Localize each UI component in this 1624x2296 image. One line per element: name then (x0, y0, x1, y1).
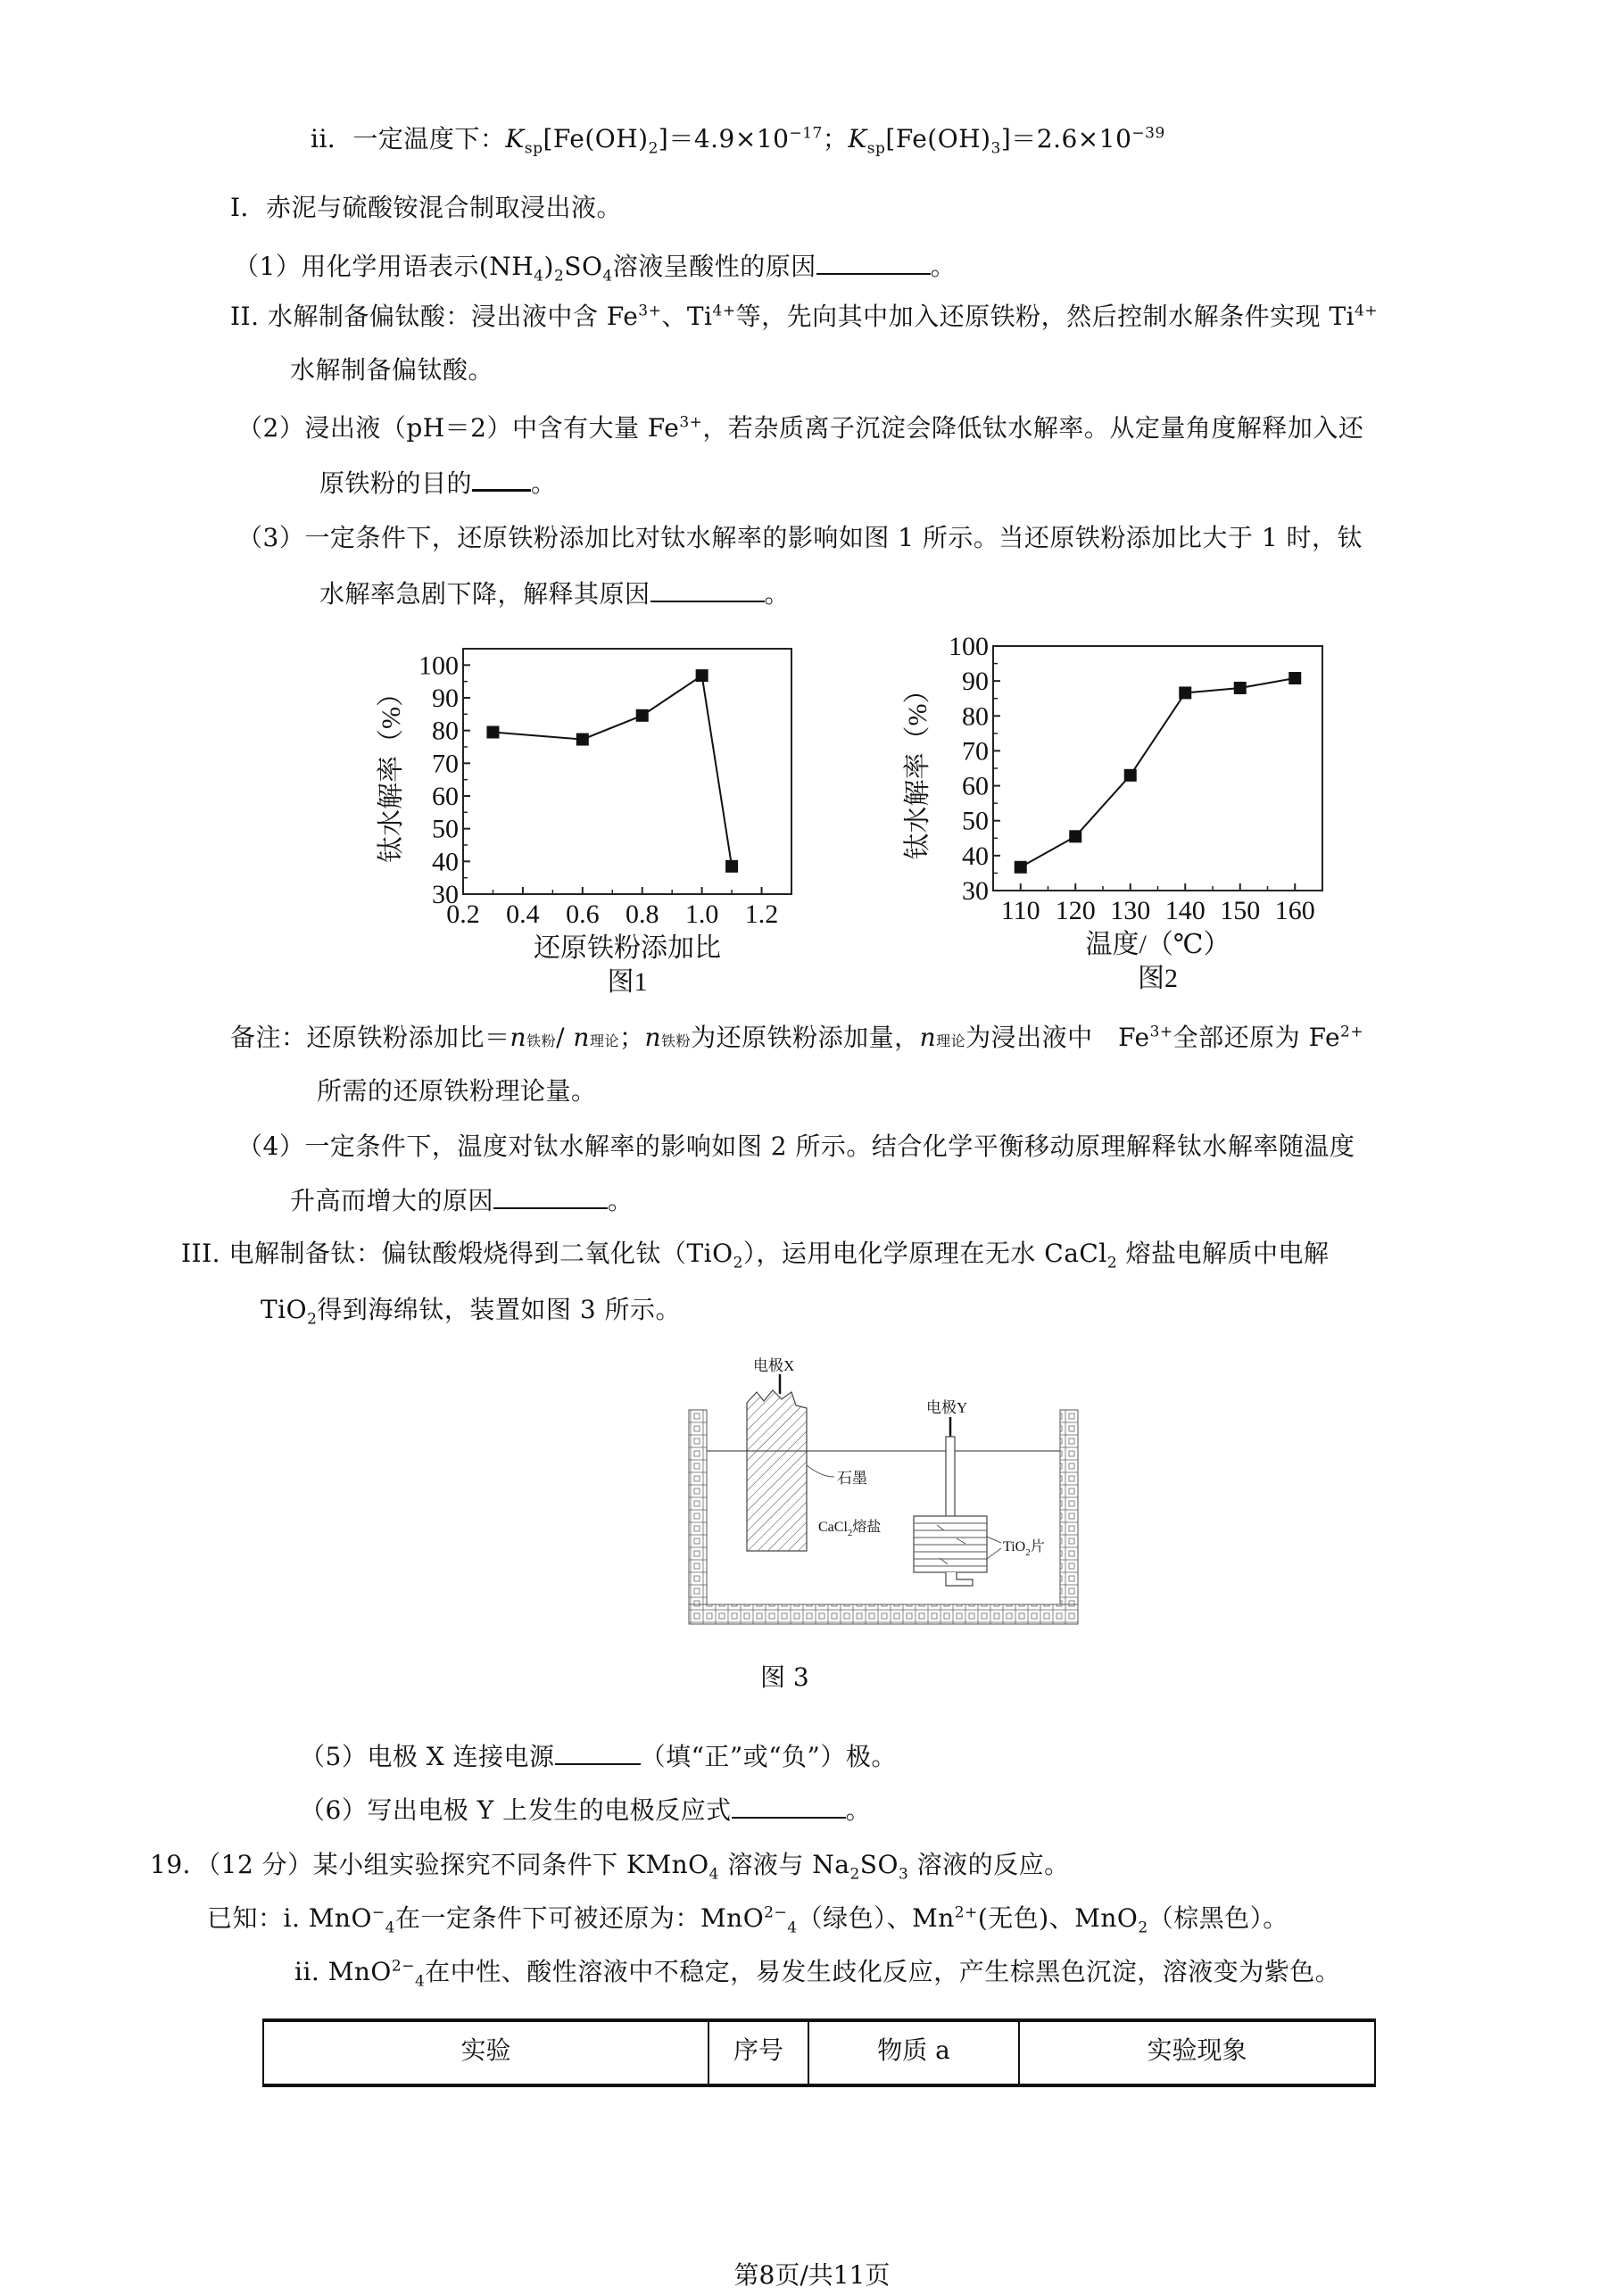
text: ]＝2.6×10 (1000, 124, 1132, 153)
y-tick-label: 30 (432, 880, 459, 909)
electrode-x-label: 电极X (753, 1357, 795, 1374)
container-right-wall (1060, 1410, 1078, 1606)
sub: 4 (414, 1972, 426, 1991)
y-tick-label: 100 (418, 651, 459, 681)
electrode-y-label: 电极Y (926, 1399, 968, 1416)
text: （填“正”或“负”）极。 (640, 1742, 897, 1771)
exp: −17 (789, 124, 823, 143)
experiment-table-grid (262, 2018, 1376, 2087)
graphite-leader (807, 1465, 834, 1477)
melt-label: CaCl$_2$熔盐 (818, 1520, 882, 1538)
sup: 3+ (679, 413, 703, 432)
data-point-marker (725, 860, 738, 873)
series-line (493, 676, 732, 866)
text: 全部还原为 Fe (1172, 1023, 1341, 1052)
data-point-marker (696, 669, 708, 682)
container-left-wall (689, 1410, 707, 1606)
question-5 (300, 1740, 897, 1773)
text: / (556, 1023, 574, 1052)
text: II. 水解制备偏钛酸：浸出液中含 Fe (230, 302, 639, 331)
sub: 4 (602, 267, 613, 286)
section-II-line1 (230, 301, 1378, 333)
n-symbol: n (510, 1023, 527, 1052)
x-tick-label: 1.0 (684, 899, 719, 929)
col-header-substance-a: 物质 a (808, 2020, 1019, 2085)
text: 原铁粉的目的 (319, 468, 473, 498)
electrode-y-holder (946, 1572, 973, 1586)
sup: 2− (391, 1957, 415, 1976)
sup: 3+ (1149, 1023, 1173, 1041)
sub: 2 (733, 1254, 743, 1272)
y-tick-label: 60 (962, 771, 989, 801)
x-tick-label: 1.2 (744, 899, 779, 929)
graphite-label: 石墨 (837, 1470, 867, 1487)
data-point-marker (1069, 830, 1081, 842)
text: SO (564, 252, 603, 281)
y-tick-label: 70 (432, 749, 459, 779)
text: 。 (764, 579, 791, 609)
text: （2）浸出液（pH＝2）中含有大量 Fe (237, 413, 680, 443)
ksp-sub: sp (866, 139, 886, 158)
data-point-marker (1015, 861, 1027, 874)
text: III. 电解制备钛：偏钛酸煅烧得到二氧化钛（TiO (181, 1239, 733, 1268)
sub: 4 (534, 267, 544, 286)
x-tick-label: 160 (1274, 896, 1315, 925)
figure-3-apparatus (678, 1347, 1089, 1645)
sup: 2− (764, 1903, 788, 1922)
answer-blank-2[interactable] (472, 466, 531, 492)
text: 。 (845, 1795, 872, 1825)
x-axis-label: 还原铁粉添加比 (534, 933, 721, 963)
n-symbol: n (573, 1023, 590, 1052)
sup: − (371, 1903, 385, 1922)
question-2-line2 (319, 466, 557, 500)
sub: 4 (787, 1919, 798, 1937)
question-19-title (150, 1849, 1070, 1884)
y-tick-label: 80 (432, 716, 459, 746)
data-point-marker (636, 709, 649, 722)
sup: 2+ (1340, 1023, 1364, 1041)
tio2-leader-1 (987, 1537, 1001, 1543)
figure-2-svg (901, 625, 1365, 999)
text: （6）写出电极 Y 上发生的电极反应式 (300, 1795, 732, 1825)
data-point-marker (576, 734, 589, 746)
text: 溶液的反应。 (908, 1850, 1070, 1879)
known-ii-ksp-line (311, 123, 1165, 158)
graphite-electrode (747, 1390, 807, 1551)
section-II-line2: 水解制备偏钛酸。 (290, 355, 494, 385)
text: ii. MnO (294, 1957, 392, 1986)
y-tick-label: 50 (962, 806, 989, 836)
n-symbol: n (919, 1023, 937, 1052)
sup: 3+ (638, 302, 662, 320)
sup: 4+ (1355, 302, 1379, 320)
sub: 4 (708, 1865, 719, 1884)
ksp-sub: sp (524, 139, 543, 158)
page-footer: 第8页/共11页 (733, 2260, 891, 2290)
answer-blank-6[interactable] (732, 1794, 846, 1819)
text: 熔盐电解质中电解 (1117, 1239, 1330, 1268)
x-tick-label: 0.8 (625, 899, 659, 929)
text: 。 (531, 468, 557, 498)
figure-1-svg (375, 625, 839, 999)
text: (无色)、MnO (977, 1903, 1139, 1933)
text: ) (543, 252, 554, 281)
y-tick-label: 90 (432, 684, 459, 713)
answer-blank-3[interactable] (650, 577, 765, 602)
answer-blank-1[interactable] (816, 250, 931, 275)
text: 。 (930, 252, 957, 281)
y-tick-label: 40 (962, 841, 989, 871)
y-tick-label: 30 (962, 876, 989, 906)
experiment-table (262, 2018, 1376, 2087)
text: ； (822, 124, 849, 153)
note-line1 (230, 1022, 1363, 1057)
n-symbol: n (644, 1023, 662, 1052)
tio2-label: TiO$_2$片 (1003, 1539, 1045, 1558)
tio2-stack (914, 1516, 987, 1572)
n-sub: 铁粉 (526, 1032, 557, 1049)
question-19-known-i (207, 1902, 1288, 1935)
figure-1-chart (375, 625, 839, 1003)
text: ]＝4.9×10 (658, 124, 790, 153)
answer-blank-4[interactable] (493, 1184, 608, 1209)
col-header-experiment: 实验 (263, 2020, 708, 2085)
n-sub: 铁粉 (661, 1032, 692, 1049)
figure-3-svg (678, 1347, 1089, 1642)
text: ii．一定温度下： (311, 124, 506, 153)
text: 在一定条件下可被还原为：MnO (395, 1903, 765, 1933)
table-header-row (263, 2020, 1375, 2085)
chart-title: 图2 (1138, 964, 1178, 993)
text: 已知：i. MnO (207, 1903, 372, 1933)
text: SO (859, 1850, 899, 1879)
sub: 2 (307, 1310, 318, 1329)
text: ； (618, 1023, 645, 1052)
question-19-known-ii (294, 1956, 1341, 1991)
ksp-symbol: K (505, 124, 525, 153)
y-tick-label: 90 (962, 667, 989, 697)
series-line (1021, 678, 1296, 867)
text: 溶液与 Na (718, 1850, 850, 1879)
data-point-marker (1124, 769, 1137, 782)
x-tick-label: 0.2 (446, 899, 480, 929)
question-4-line2 (290, 1184, 634, 1217)
section-III-line2 (261, 1294, 682, 1329)
sub: 4 (385, 1919, 395, 1937)
data-point-marker (1234, 682, 1247, 694)
figure-2-chart (901, 625, 1365, 1003)
text: [Fe(OH) (543, 124, 649, 153)
x-tick-label: 150 (1220, 896, 1261, 925)
electrode-y-rod (946, 1437, 955, 1517)
text: （1）用化学用语表示(NH (234, 252, 534, 281)
y-tick-label: 70 (962, 736, 989, 767)
text: ，若杂质离子沉淀会降低钛水解率。从定量角度解释加入还 (702, 413, 1364, 443)
x-tick-label: 110 (1000, 896, 1040, 925)
x-tick-label: 120 (1055, 896, 1096, 925)
text: TiO (261, 1295, 308, 1324)
col-header-phenomenon: 实验现象 (1019, 2020, 1375, 2085)
sup: 2+ (954, 1903, 978, 1922)
data-point-marker (486, 726, 499, 739)
question-3-line1: （3）一定条件下，还原铁粉添加比对钛水解率的影响如图 1 所示。当还原铁粉添加比大于 1 时，钛 (237, 523, 1363, 552)
sub: 2 (1138, 1919, 1148, 1937)
question-1 (234, 250, 957, 286)
data-point-marker (1179, 686, 1191, 699)
text: 为浸出液中 Fe (965, 1023, 1150, 1052)
sub: 2 (648, 139, 659, 158)
text: （棕黑色）。 (1148, 1903, 1288, 1933)
text: 、Ti (661, 302, 713, 331)
data-point-marker (1288, 672, 1301, 684)
x-axis-label: 温度/（℃） (1085, 930, 1230, 959)
plot-frame (463, 649, 791, 894)
answer-blank-5[interactable] (555, 1740, 641, 1765)
section-I-title: I．赤泥与硫酸铵混合制取浸出液。 (230, 193, 623, 222)
text: 升高而增大的原因 (290, 1186, 494, 1215)
y-axis-label: 钛水解率（%） (903, 676, 932, 860)
y-tick-label: 80 (962, 701, 989, 732)
n-sub: 理论 (589, 1032, 619, 1049)
ksp-symbol: K (848, 124, 867, 153)
sub: 2 (849, 1865, 860, 1884)
x-tick-label: 130 (1110, 896, 1151, 925)
sup: 4+ (712, 302, 736, 320)
section-III-line1 (181, 1238, 1330, 1270)
y-tick-label: 60 (432, 782, 459, 811)
container-bottom (689, 1604, 1078, 1624)
note-line2: 所需的还原铁粉理论量。 (317, 1076, 597, 1106)
x-tick-label: 0.4 (506, 899, 540, 929)
question-2-line1 (237, 412, 1363, 444)
tio2-leader-2 (987, 1548, 1001, 1559)
y-tick-label: 40 (432, 847, 459, 877)
sub: 2 (553, 267, 565, 286)
text: 水解率急剧下降，解释其原因 (319, 579, 650, 609)
text: [Fe(OH) (885, 124, 991, 153)
col-header-number: 序号 (708, 2020, 808, 2085)
text: ），运用电化学原理在无水 CaCl (742, 1239, 1107, 1268)
chart-title: 图1 (607, 967, 648, 997)
sub: 3 (990, 139, 1001, 158)
question-3-line2 (319, 577, 790, 610)
y-tick-label: 100 (949, 632, 989, 661)
sub: 3 (898, 1865, 909, 1884)
n-sub: 理论 (936, 1032, 966, 1049)
x-tick-label: 140 (1164, 896, 1206, 925)
question-4-line1: （4）一定条件下，温度对钛水解率的影响如图 2 所示。结合化学平衡移动原理解释钛水解率随温度 (237, 1131, 1355, 1161)
figure-3-caption: 图 3 (760, 1662, 809, 1692)
text: 在中性、酸性溶液中不稳定，易发生歧化反应，产生棕黑色沉淀，溶液变为紫色。 (425, 1957, 1341, 1986)
text: 为还原铁粉添加量， (691, 1023, 920, 1052)
text: 得到海绵钛，装置如图 3 所示。 (317, 1295, 682, 1324)
question-6 (300, 1794, 871, 1827)
text: 等，先向其中加入还原铁粉，然后控制水解条件实现 Ti (735, 302, 1355, 331)
sub: 2 (1106, 1254, 1118, 1272)
text: 19．（12 分）某小组实验探究不同条件下 KMnO (150, 1850, 709, 1879)
text: 溶液呈酸性的原因 (612, 252, 816, 281)
y-tick-label: 50 (432, 814, 459, 844)
text: （5）电极 X 连接电源 (300, 1742, 555, 1771)
x-tick-label: 0.6 (566, 899, 600, 929)
text: （绿色）、Mn (797, 1903, 955, 1933)
exp: −39 (1131, 124, 1165, 143)
text: 备注：还原铁粉添加比＝ (230, 1023, 510, 1052)
text: 。 (608, 1186, 634, 1215)
y-axis-label: 钛水解率（%） (377, 680, 406, 863)
